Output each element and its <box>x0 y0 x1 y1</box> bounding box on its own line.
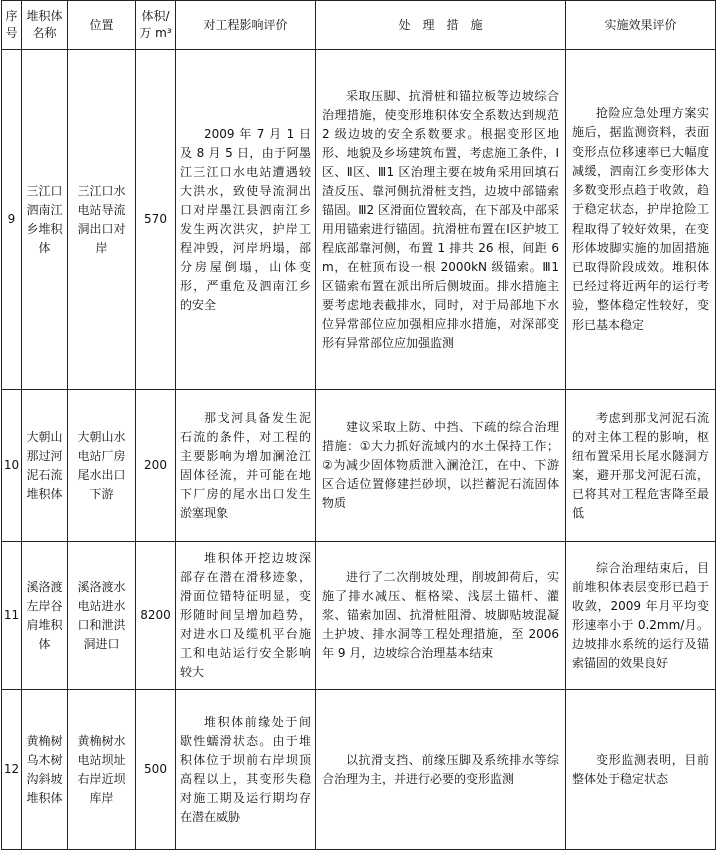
row-measures: 以抗滑支挡、前缘压脚及系统排水等综合治理为主，并进行必要的变形监测 <box>316 690 566 850</box>
row-location: 三江口水电站导流洞出口对岸 <box>68 50 136 390</box>
row-name: 黄桷树乌木树沟斜坡堆积体 <box>22 690 68 850</box>
header-volume: 体积/万 m³ <box>136 1 176 50</box>
row-location: 大朝山水电站厂房尾水出口下游 <box>68 390 136 542</box>
row-measures: 进行了二次削坡处理，削坡卸荷后，实施了排水减压、框格梁、浅层土锚杆、灌浆、锚索加固、抗滑桩阻滑、坡脚贴坡混凝土护坡、排水洞等工程处理措施，至 2006 年 9 月，边坡综合治理基本结束 <box>316 542 566 690</box>
row-no: 10 <box>2 390 22 542</box>
row-impact: 堆积体开挖边坡深部存在潜在滑移迹象，滑面位错特征明显，变形随时间呈增加趋势，对进水口及缆机平台施工和电站运行安全影响较大 <box>176 542 316 690</box>
header-no: 序号 <box>2 1 22 50</box>
row-impact: 那戈河具备发生泥石流的条件，对工程的主要影响为增加澜沧江固体径流，并可能在地下厂房的尾水出口发生淤塞现象 <box>176 390 316 542</box>
row-name: 三江口泗南江乡堆积体 <box>22 50 68 390</box>
row-impact: 2009 年 7 月 1 日及 8 月 5 日，由于阿墨江三江口水电站遭遇较大洪水，致使导流洞出口对岸墨江县泗南江乡发生两次洪灾，护岸工程冲毁，河岸坍塌，部分房屋倒塌，山体变形，严重危及泗南江乡的安全 <box>176 50 316 390</box>
table-row <box>2 390 716 542</box>
row-volume: 500 <box>136 690 176 850</box>
row-no: 9 <box>2 50 22 390</box>
row-location: 溪洛渡水电站进水口和泄洪洞进口 <box>68 542 136 690</box>
row-location: 黄桷树水电站坝址右岸近坝库岸 <box>68 690 136 850</box>
row-effect: 抢险应急处理方案实施后，据监测资料，表面变形点位移速率已大幅度减缓，泗南江乡变形体大多数变形点趋于收敛，趋于稳定状态，护岸抢险工程取得了较好效果，在变形体坡脚实施的加固措施已取得阶段成效。堆积体已经过将近两年的运行考验，整体稳定性较好，变形已基本稳定 <box>566 50 716 390</box>
table-row <box>2 542 716 690</box>
row-volume: 8200 <box>136 542 176 690</box>
row-measures: 采取压脚、抗滑桩和锚拉板等边坡综合治理措施，使变形堆积体安全系数达到规范 2 级边坡的安全系数要求。根据变形区地形、地貌及乡场建筑布置，考虑施工条件，Ⅰ区、Ⅱ区、Ⅲ1 区治理主要在坡角采用回填石渣反压、靠河侧抗滑桩支挡，边坡中部锚索锚固。Ⅲ2 区滑面位置较高，在下部及中部采用用锚索进行锚固。抗滑桩布置在Ⅰ区护坡工程底部靠河侧，布置 1 排共 26 根，间距 6m，在桩顶布设一根 2000kN 级锚索。Ⅲ1 区锚索布置在派出所后侧坡面。排水措施主要考虑地表截排水，同时，对于局部地下水位异常部位应加强相应排水措施，对深部变形有异常部位应加强监测 <box>316 50 566 390</box>
row-measures: 建议采取上防、中挡、下疏的综合治理措施：①大力抓好流域内的水土保持工作；②为减少固体物质泄入澜沧江，在中、下游区合适位置修建拦砂坝，以拦蓄泥石流固体物质 <box>316 390 566 542</box>
header-body-name: 堆积体名称 <box>22 1 68 50</box>
row-effect: 变形监测表明，目前整体处于稳定状态 <box>566 690 716 850</box>
header-effect: 实施效果评价 <box>566 1 716 50</box>
row-effect: 考虑到那戈河泥石流的对主体工程的影响，枢纽布置采用长尾水隧洞方案，避开那戈河泥石流，已将其对工程危害降至最低 <box>566 390 716 542</box>
row-no: 12 <box>2 690 22 850</box>
row-effect: 综合治理结束后，目前堆积体表层变形已趋于收敛，2009 年月平均变形速率小于 0.2mm/月。边坡排水系统的运行及锚索锚固的效果良好 <box>566 542 716 690</box>
header-impact: 对工程影响评价 <box>176 1 316 50</box>
row-name: 大朝山那过河泥石流堆积体 <box>22 390 68 542</box>
header-measures: 处 理 措 施 <box>316 1 566 50</box>
row-volume: 200 <box>136 390 176 542</box>
row-volume: 570 <box>136 50 176 390</box>
table-header-row <box>2 1 716 50</box>
table-row <box>2 690 716 850</box>
row-name: 溪洛渡左岸谷肩堆积体 <box>22 542 68 690</box>
row-no: 11 <box>2 542 22 690</box>
table-row <box>2 50 716 390</box>
header-location: 位置 <box>68 1 136 50</box>
row-impact: 堆积体前缘处于间歇性蠕滑状态。由于堆积体位于坝前右岸坝顶高程以上，其变形失稳对施工期及运行期均存在潜在威胁 <box>176 690 316 850</box>
stacking-body-table <box>1 0 716 850</box>
